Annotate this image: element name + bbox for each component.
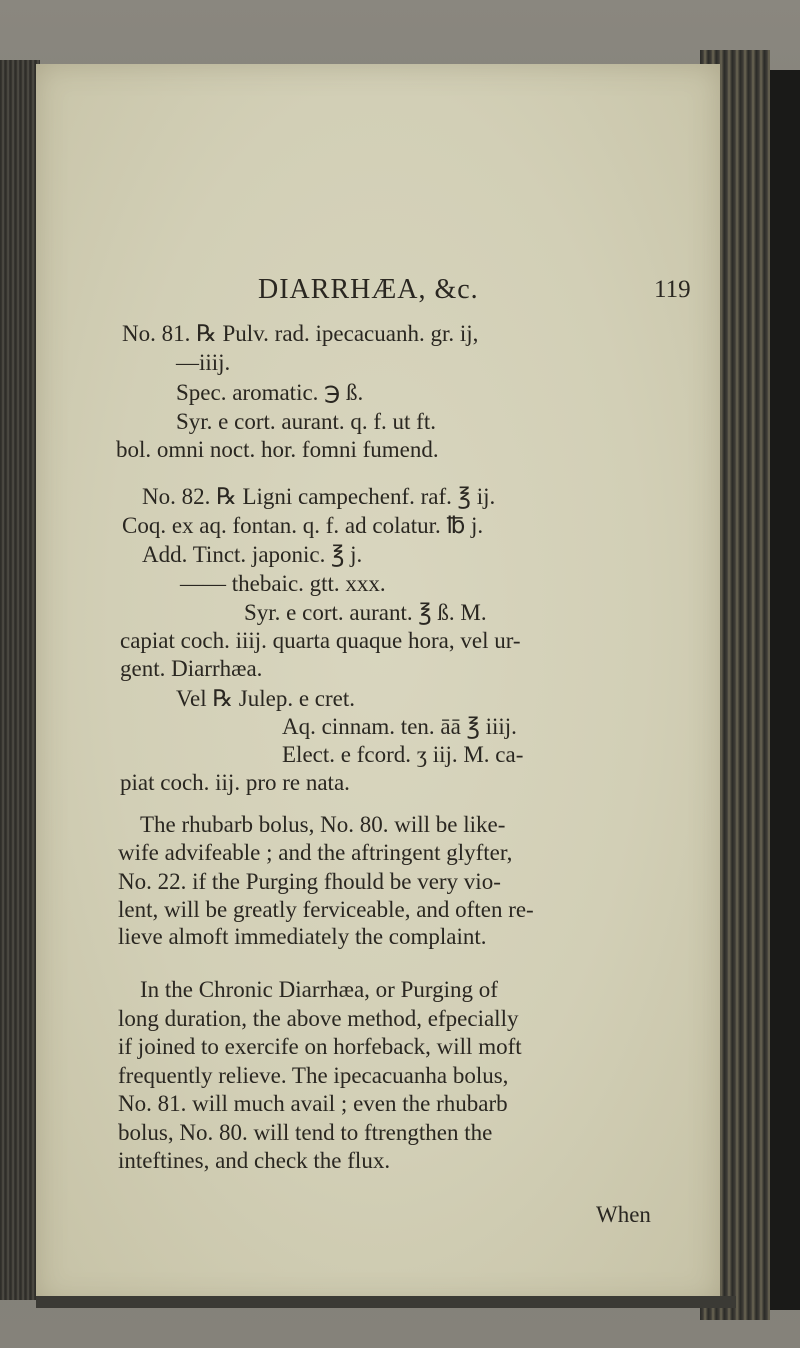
book-spine-edge — [0, 60, 40, 1300]
text-line: piat coch. iij. pro re nata. — [120, 770, 350, 795]
text-line: Syr. e cort. aurant. ℥ ß. M. — [244, 600, 487, 625]
page-bottom-shadow — [36, 1296, 736, 1308]
text-line: —— thebaic. gtt. xxx. — [180, 571, 386, 596]
text-line: Spec. aromatic. ℈ ß. — [176, 380, 364, 405]
text-line: lieve almoft immediately the complaint. — [118, 924, 487, 949]
text-line: In the Chronic Diarrhæa, or Purging of — [140, 977, 498, 1002]
page-content — [36, 64, 720, 1304]
text-line: Vel ℞ Julep. e cret. — [176, 686, 356, 711]
text-line: wife advifeable ; and the aftringent glyfter, — [118, 840, 513, 865]
book-page — [36, 64, 720, 1304]
text-line: No. 81. ℞ Pulv. rad. ipecacuanh. gr. ij, — [122, 321, 479, 346]
text-line: inteftines, and check the flux. — [118, 1148, 391, 1173]
text-line: frequently relieve. The ipecacuanha bolus, — [118, 1063, 509, 1088]
text-line: capiat coch. iiij. quarta quaque hora, vel ur- — [120, 628, 521, 653]
text-line: Add. Tinct. japonic. ℥ j. — [142, 542, 363, 567]
text-line: No. 22. if the Purging fhould be very vio- — [118, 869, 501, 894]
catchword: When — [596, 1202, 651, 1227]
text-line: No. 81. will much avail ; even the rhubarb — [118, 1091, 508, 1116]
text-line: Syr. e cort. aurant. q. f. ut ft. — [176, 409, 436, 434]
text-line: No. 82. ℞ Ligni campechenf. raf. ℥ ij. — [142, 484, 496, 509]
running-head: DIARRHÆA, &c. — [258, 274, 479, 305]
text-line: long duration, the above method, efpecially — [118, 1006, 519, 1031]
text-line: lent, will be greatly ferviceable, and often re- — [118, 897, 534, 922]
text-line: Aq. cinnam. ten. āā ℥ iiij. — [282, 714, 517, 739]
text-line: —iiij. — [176, 350, 231, 375]
text-line: if joined to exercife on horfeback, will moft — [118, 1034, 522, 1059]
text-line: Elect. e fcord. ʒ iij. M. ca- — [282, 742, 524, 767]
text-line: bol. omni noct. hor. fomni fumend. — [116, 437, 439, 462]
text-line: Coq. ex aq. fontan. q. f. ad colatur. ℔ j. — [122, 513, 484, 538]
text-line: gent. Diarrhæa. — [120, 656, 263, 681]
page-number: 119 — [654, 276, 691, 303]
text-line: The rhubarb bolus, No. 80. will be like- — [140, 812, 506, 837]
text-line: bolus, No. 80. will tend to ftrengthen the — [118, 1120, 493, 1145]
